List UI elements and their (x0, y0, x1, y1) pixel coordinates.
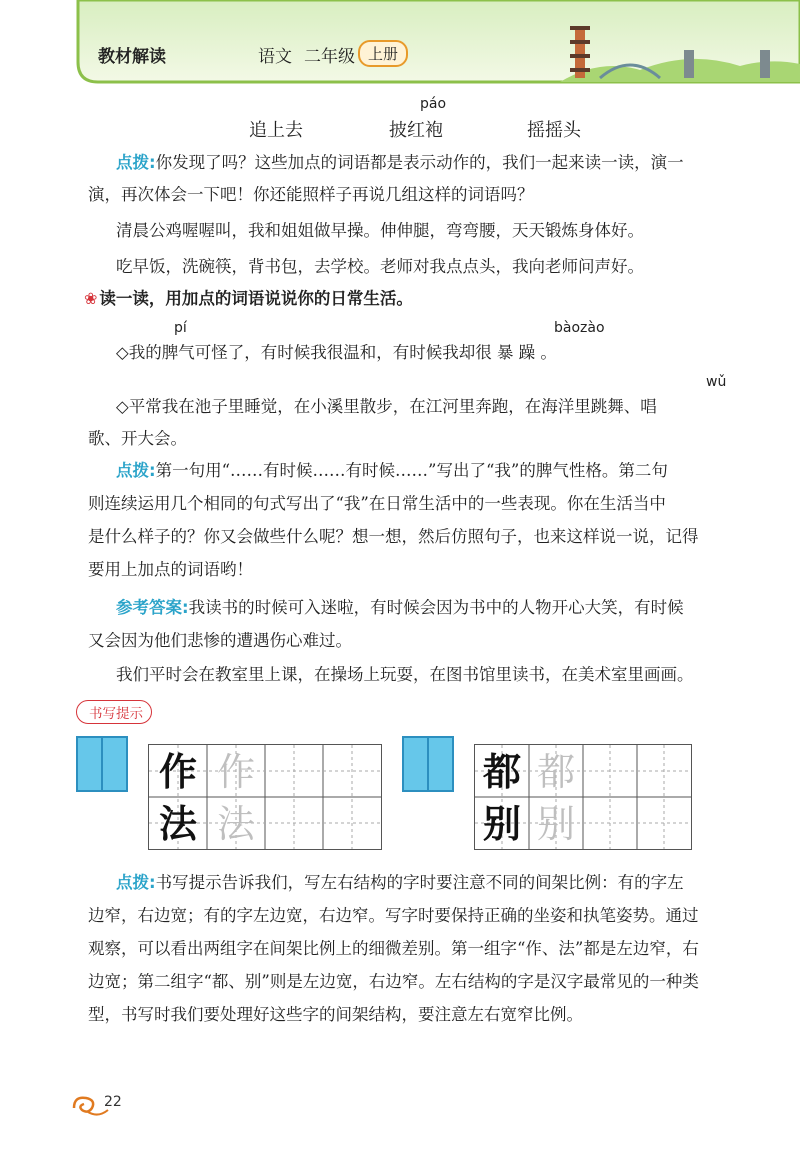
pinyin-wu: wǔ (706, 374, 727, 390)
tip3-label: 点拨: (116, 873, 156, 892)
answer-label: 参考答案: (116, 598, 189, 617)
answer-text1: 我读书的时候可入迷啦，有时候会因为书中的人物开心大笑，有时候 (188, 598, 684, 617)
char-zuo: 作 (158, 749, 197, 794)
tip2-line3: 是什么样子的？你又会做些什么呢？想一想，然后仿照句子，也来这样说一说，记得 (88, 527, 699, 546)
answer-line3: 我们平时会在教室里上课，在操场上玩耍，在图书馆里读书，在美术室里画画。 (116, 665, 694, 684)
writing-card-icon-left (76, 736, 128, 792)
sentence1-text: ◇我的脾气可怪了，有时候我很温和，有时候我却很 暴 躁 。 (116, 343, 557, 362)
tip1-label: 点拨: (116, 153, 156, 172)
tip2-text1: 第一句用“……有时候……有时候……”写出了“我”的脾气性格。第二句 (155, 461, 668, 480)
tip3-line2: 边窄，右边宽；有的字左边宽，右边窄。写字时要保持正确的坐姿和执笔姿势。通过 (88, 906, 699, 925)
answer-line1 (116, 593, 776, 623)
char-bie: 别 (482, 801, 521, 846)
tip1-line1 (116, 148, 756, 178)
tip1-text2: 演，再次体会一下吧！你还能照样子再说几组这样的词语吗？ (88, 185, 534, 204)
tip3-line5: 型，书写时我们要处理好这些字的间架结构，要注意左右宽窄比例。 (88, 1005, 583, 1024)
page-number: 22 (104, 1094, 122, 1110)
answer-line2: 又会因为他们悲惨的遭遇伤心难过。 (88, 631, 352, 650)
sentence2-line2: 歌、开大会。 (88, 429, 187, 448)
char-dou-trace: 都 (536, 750, 575, 794)
sentence2-line1: ◇平常我在池子里睡觉，在小溪里散步，在江河里奔跑，在海洋里跳舞、唱 (116, 397, 657, 416)
header-title: 教材解读 (98, 47, 166, 67)
pinyin-pao: páo (420, 96, 447, 112)
char-zuo-trace: 作 (216, 750, 255, 794)
example-line1: 清晨公鸡喔喔叫，我和姐姐做早操。伸伸腿，弯弯腰，天天锻炼身体好。 (116, 221, 644, 240)
tip3-line3: 观察，可以看出两组字在间架比例上的细微差别。第一组字“作、法”都是左边窄，右 (88, 939, 699, 958)
char-dou: 都 (482, 749, 521, 794)
tip3-line4: 边宽；第二组字“都、别”则是左边宽，右边窄。左右结构的字是汉字最常见的一种类 (88, 972, 699, 991)
writing-card-icon-right (402, 736, 454, 792)
pinyin-baozao: bàozào (554, 320, 605, 336)
writing-tips-tag: 书写提示 (76, 700, 152, 724)
page-header (0, 0, 800, 92)
tip3-text1: 书写提示告诉我们，写左右结构的字时要注意不同的间架比例：有的字左 (155, 873, 684, 892)
char-bie-trace: 别 (536, 802, 575, 846)
tip3-line1 (116, 868, 776, 898)
word-1: 追上去 (249, 120, 303, 141)
word-2: 披红袍 (389, 120, 443, 141)
header-grade: 二年级 (304, 47, 355, 67)
tip2-line2: 则连续运用几个相同的句式写出了“我”在日常生活中的一些表现。你在生活当中 (88, 494, 666, 513)
example-line2: 吃早饭，洗碗筷，背书包，去学校。老师对我点点头，我向老师问声好。 (116, 257, 644, 276)
tip2-label: 点拨: (116, 461, 156, 480)
pinyin-pi: pí (174, 320, 187, 336)
char-fa-trace: 法 (216, 802, 255, 846)
tip2-line1 (116, 456, 776, 486)
tip1-text1: 你发现了吗？这些加点的词语都是表示动作的，我们一起来读一读，演一 (155, 153, 684, 172)
char-fa: 法 (158, 801, 197, 846)
word-3: 摇摇头 (527, 120, 581, 141)
flower-icon: ❀ (84, 289, 98, 308)
header-volume-badge: 上册 (358, 40, 408, 67)
prompt-text: 读一读，用加点的词语说说你的日常生活。 (99, 289, 413, 308)
exercise-prompt (84, 285, 413, 309)
tip2-line4: 要用上加点的词语哟！ (88, 560, 253, 579)
header-subject: 语文 (258, 47, 292, 67)
